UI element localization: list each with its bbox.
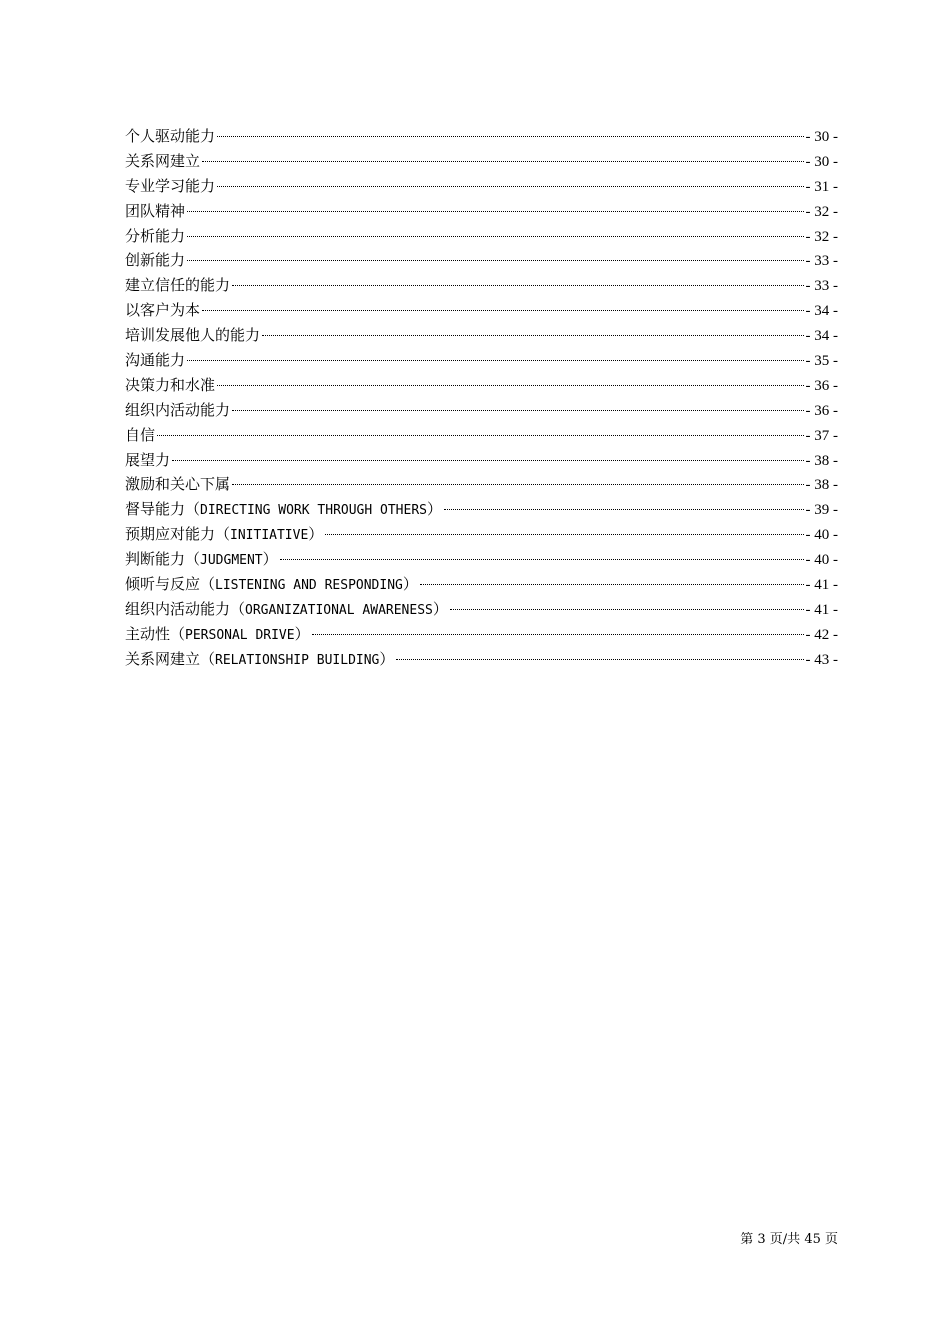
toc-entry-title: 专业学习能力: [125, 176, 216, 195]
toc-entry-page: - 42 -: [805, 626, 838, 643]
toc-entry[interactable]: [125, 647, 838, 672]
toc-entry[interactable]: [125, 224, 838, 249]
toc-entry-title: 关系网建立（RELATIONSHIP BUILDING）: [125, 649, 395, 668]
toc-entry-title: 激励和关心下属: [125, 475, 231, 494]
toc-entry-title: 培训发展他人的能力: [125, 326, 261, 345]
toc-entry[interactable]: [125, 248, 838, 273]
toc-entry-page: - 33 -: [805, 278, 838, 295]
toc-leader-dots: [262, 334, 803, 336]
toc-leader-dots: [187, 210, 803, 212]
toc-entry[interactable]: [125, 423, 838, 448]
toc-entry-page: - 34 -: [805, 328, 838, 345]
toc-entry-page: - 43 -: [805, 651, 838, 668]
toc-entry-title: 自信: [125, 425, 156, 444]
toc-entry-title: 建立信任的能力: [125, 276, 231, 295]
toc-entry-title: 展望力: [125, 450, 171, 469]
toc-entry-title: 决策力和水准: [125, 375, 216, 394]
toc-leader-dots: [172, 459, 803, 461]
toc-entry-page: - 32 -: [805, 203, 838, 220]
toc-leader-dots: [232, 483, 803, 485]
toc-entry-page: - 39 -: [805, 502, 838, 519]
toc-entry-title: 团队精神: [125, 201, 186, 220]
toc-entry[interactable]: [125, 174, 838, 199]
toc-entry[interactable]: [125, 448, 838, 473]
toc-entry[interactable]: [125, 124, 838, 149]
toc-leader-dots: [396, 658, 803, 660]
toc-entry-title: 判断能力（JUDGMENT）: [125, 550, 278, 569]
toc-entry[interactable]: [125, 398, 838, 423]
toc-leader-dots: [450, 608, 804, 610]
toc-entry-title: 沟通能力: [125, 351, 186, 370]
toc-entry[interactable]: [125, 323, 838, 348]
toc-entry-page: - 41 -: [805, 577, 838, 594]
toc-leader-dots: [217, 384, 803, 386]
toc-entry-title: 组织内活动能力（ORGANIZATIONAL AWARENESS）: [125, 599, 448, 618]
toc-leader-dots: [187, 359, 803, 361]
toc-leader-dots: [187, 235, 803, 237]
toc-entry[interactable]: [125, 597, 838, 622]
toc-entry-page: - 30 -: [805, 129, 838, 145]
toc-leader-dots: [325, 533, 803, 535]
toc-entry-title: 分析能力: [125, 226, 186, 245]
toc-entry-page: - 32 -: [805, 228, 838, 245]
toc-entry[interactable]: [125, 472, 838, 497]
page-number-footer: 第 3 页/共 45 页: [740, 1232, 838, 1247]
toc-entry[interactable]: [125, 572, 838, 597]
toc-entry-page: - 30 -: [805, 153, 838, 170]
toc-entry-title: 预期应对能力（INITIATIVE）: [125, 525, 324, 544]
toc-entry[interactable]: [125, 273, 838, 298]
toc-entry[interactable]: [125, 522, 838, 547]
toc-entry[interactable]: [125, 149, 838, 174]
toc-leader-dots: [202, 160, 803, 162]
toc-entry-title: 以客户为本: [125, 301, 201, 320]
toc-entry-title: 主动性（PERSONAL DRIVE）: [125, 624, 310, 643]
toc-entry-page: - 38 -: [805, 477, 838, 494]
toc-entry[interactable]: [125, 373, 838, 398]
toc-entry-title: 督导能力（DIRECTING WORK THROUGH OTHERS）: [125, 500, 443, 519]
toc-entry-page: - 40 -: [805, 552, 838, 569]
toc-leader-dots: [312, 633, 804, 635]
toc-entry-page: - 34 -: [805, 303, 838, 320]
toc-entry-page: - 35 -: [805, 353, 838, 370]
toc-leader-dots: [232, 409, 803, 411]
toc-entry-title: 个人驱动能力: [125, 127, 216, 145]
toc-entry-page: - 33 -: [805, 253, 838, 270]
toc-entry[interactable]: [125, 298, 838, 323]
toc-leader-dots: [280, 558, 804, 560]
toc-leader-dots: [217, 135, 803, 137]
toc-entry[interactable]: [125, 497, 838, 522]
toc-entry-page: - 37 -: [805, 427, 838, 444]
toc-entry-title: 组织内活动能力: [125, 400, 231, 419]
toc-leader-dots: [420, 583, 804, 585]
toc-entry-title: 关系网建立: [125, 151, 201, 170]
toc-leader-dots: [217, 185, 803, 187]
toc-leader-dots: [157, 434, 803, 436]
toc-entry-page: - 36 -: [805, 377, 838, 394]
toc-entry-page: - 41 -: [805, 601, 838, 618]
toc-entry-title: 倾听与反应（LISTENING AND RESPONDING）: [125, 575, 418, 594]
toc-leader-dots: [232, 284, 803, 286]
toc-entry-page: - 40 -: [805, 527, 838, 544]
toc-leader-dots: [202, 309, 803, 311]
toc-entry-page: - 31 -: [805, 178, 838, 195]
table-of-contents: [125, 124, 838, 672]
toc-entry[interactable]: [125, 622, 838, 647]
toc-entry[interactable]: [125, 547, 838, 572]
toc-entry[interactable]: [125, 348, 838, 373]
toc-entry-title: 创新能力: [125, 251, 186, 270]
toc-entry-page: - 36 -: [805, 402, 838, 419]
toc-leader-dots: [187, 259, 803, 261]
toc-entry[interactable]: [125, 199, 838, 224]
toc-leader-dots: [444, 508, 803, 510]
toc-entry-page: - 38 -: [805, 452, 838, 469]
